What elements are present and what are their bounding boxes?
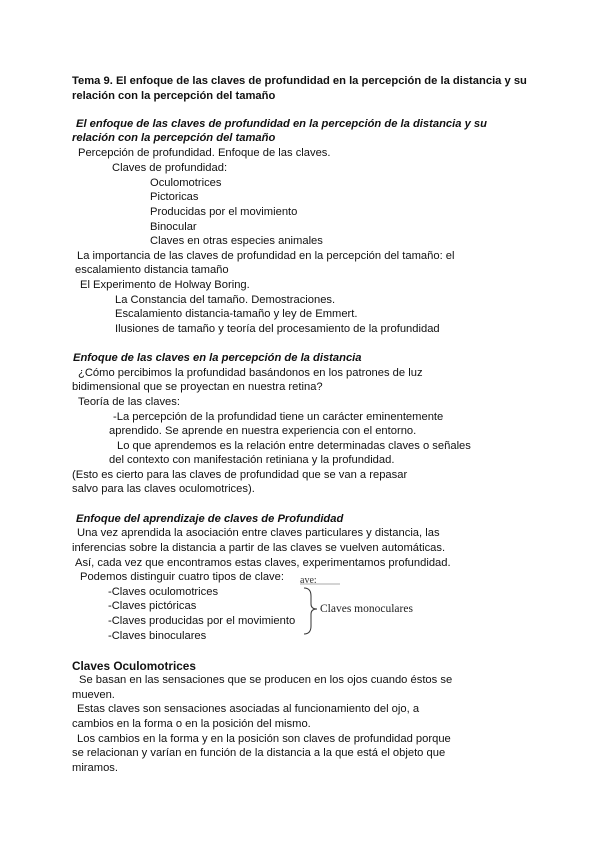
section4-line: se relacionan y varían en función de la distancia a la que está el objeto que [72,747,446,759]
section1-list-item: Claves en otras especies animales [150,235,323,247]
section2-line: bidimensional que se proyectan en nuestra retina? [72,381,323,393]
section4-line: cambios en la forma o en la posición del mismo. [72,718,311,730]
section2-heading: Enfoque de las claves en la percepción de la distancia [73,352,362,364]
section1-list-item: Pictoricas [150,191,199,203]
section4-heading: Claves Oculomotrices [72,659,196,673]
section1-list-item: Producidas por el movimiento [150,206,298,218]
section3-line: Una vez aprendida la asociación entre claves particulares y distancia, las [77,527,440,539]
section3-list-item: -Claves oculomotrices [108,586,219,598]
section1-heading-line-2: relación con la percepción del tamaño [72,132,276,144]
section2-line: ¿Cómo percibimos la profundidad basándonos en los patrones de luz [78,367,423,379]
section1-line: La Constancia del tamaño. Demostraciones. [115,294,336,306]
section1-list-item: Oculomotrices [150,177,222,189]
section1-line: La importancia de las claves de profundidad en la percepción del tamaño: el [77,250,455,262]
section4-line: Estas claves son sensaciones asociadas al funcionamiento del ojo, a [77,703,420,715]
section3-list-item: -Claves pictóricas [108,600,197,612]
section4-line: mueven. [72,689,115,701]
document-title-line-2: relación con la percepción del tamaño [72,90,276,102]
section1-line: Ilusiones de tamaño y teoría del procesamiento de la profundidad [115,323,440,335]
section3-line: inferencias sobre la distancia a partir de las claves se vuelven automáticas. [72,542,446,554]
section4-line: Se basan en las sensaciones que se producen en los ojos cuando éstos se [79,674,453,686]
section3-heading: Enfoque del aprendizaje de claves de Profundidad [76,513,344,525]
section4-line: Los cambios en la forma y en la posición son claves de profundidad porque [77,733,451,745]
section1-line: Escalamiento distancia-tamaño y ley de Emmert. [115,308,358,320]
section2-line: Teoría de las claves: [78,396,180,408]
section3-line: Así, cada vez que encontramos estas claves, experimentamos profundidad. [75,557,451,569]
section2-line: -La percepción de la profundidad tiene un carácter eminentemente [113,411,444,423]
section3-list-item: -Claves producidas por el movimiento [108,615,296,627]
brace-label: Claves monoculares [320,603,413,615]
section1-line: Percepción de profundidad. Enfoque de las claves. [78,147,331,159]
document-title-line-1: Tema 9. El enfoque de las claves de profundidad en la percepción de la distancia y su [72,75,527,87]
brace-image-fragment-text: ave: [300,575,317,586]
section1-line: Claves de profundidad: [112,162,228,174]
section2-line: (Esto es cierto para las claves de profundidad que se van a repasar [72,469,408,481]
section1-heading-line-1: El enfoque de las claves de profundidad en la percepción de la distancia y su [76,118,487,130]
section2-line: del contexto con manifestación retiniana y la profundidad. [109,454,395,466]
section1-line: El Experimento de Holway Boring. [80,279,250,291]
section1-line: escalamiento distancia tamaño [75,264,229,276]
section2-line: Lo que aprendemos es la relación entre determinadas claves o señales [117,440,471,452]
section3-line: Podemos distinguir cuatro tipos de clave: [80,571,284,583]
section1-list-item: Binocular [150,221,197,233]
section2-line: salvo para las claves oculomotrices). [72,483,255,495]
section2-line: aprendido. Se aprende en nuestra experiencia con el entorno. [109,425,417,437]
section4-line: miramos. [72,762,118,774]
section3-list-item: -Claves binoculares [108,630,207,642]
